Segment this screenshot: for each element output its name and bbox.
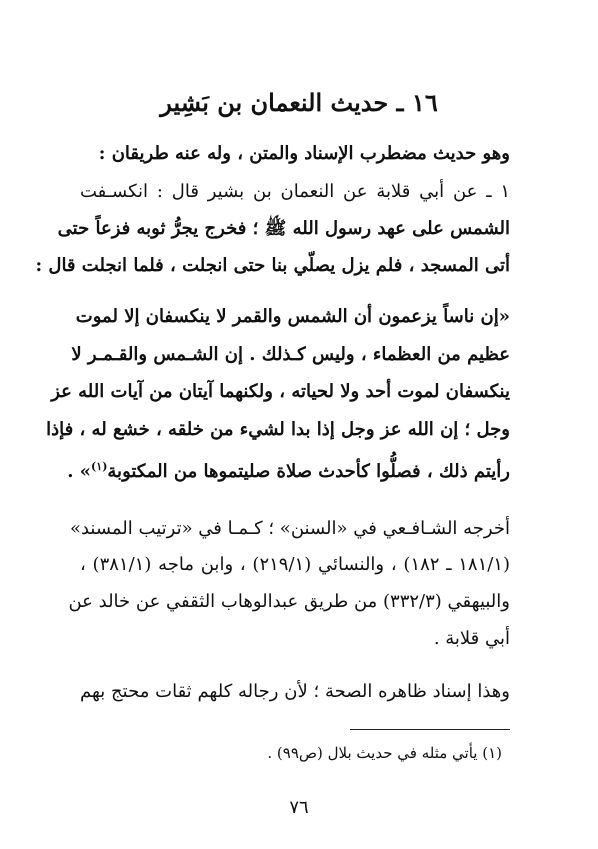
footnote-reference: (١) [91, 460, 108, 473]
footnote: (١) يأتي مثله في حديث بلال (ص٩٩) . [267, 744, 502, 762]
takhrij-line: والبيهقي (٣٣٢/٣) من طريق عبدالوهاب الثقفي عن خالد عن [68, 591, 510, 612]
hadith-line: «إن ناساً يزعمون أن الشمس والقمر لا ينكسفان إلا لموت [75, 306, 510, 327]
page-number: ٧٦ [289, 797, 309, 818]
hadith-last-text: رأيتم ذلك ، فصلُّوا كأحدث صلاة صليتموها من المكتوبة [107, 461, 510, 482]
intro-line: وهو حديث مضطرب الإسناد والمتن ، وله عنه طريقان : [98, 143, 510, 164]
hadith-line: ينكسفان لموت أحد ولا لحياته ، ولكنهما آيتان من آيات الله عز [51, 381, 510, 402]
hadith-last-end: » . [67, 461, 92, 482]
narration-line: ١ ـ عن أبي قلابة عن النعمان بن بشير قال : انكسـفت [80, 181, 510, 202]
narration-line: أتى المسجد ، فلم يزل يصلّي بنا حتى انجلت ، فلما انجلت قال : [35, 255, 510, 276]
hadith-line: عظيم من العظماء ، وليس كـذلك . إن الشـمس والقـمـر لا [71, 344, 510, 365]
footnote-divider [350, 729, 510, 730]
takhrij-line: أخرجه الشـافـعي في «السنن» ؛ كـمـا في «ترتيب المسند» [69, 518, 510, 539]
takhrij-line: أبي قلابة . [433, 628, 510, 649]
narration-line: الشمس على عهد رسول الله ﷺ ؛ فخرج يجرُّ ثوبه فزعاً حتى [57, 218, 510, 239]
hadith-last-line [67, 453, 510, 486]
takhrij-line: (١٨١/١ ـ ١٨٢) ، والنسائي (٢١٩/١) ، وابن ماجه (٣٨١/١) ، [80, 554, 511, 575]
chapter-heading: ١٦ ـ حديث النعمان بن بَشِير [160, 88, 438, 117]
comment-line: وهذا إسناد ظاهره الصحة ؛ لأن رجاله كلهم ثقات محتج بهم [80, 681, 510, 702]
hadith-line: وجل ؛ إن الله عز وجل إذا بدا لشيء من خلقه ، خشع له ، فإذا [46, 419, 510, 440]
